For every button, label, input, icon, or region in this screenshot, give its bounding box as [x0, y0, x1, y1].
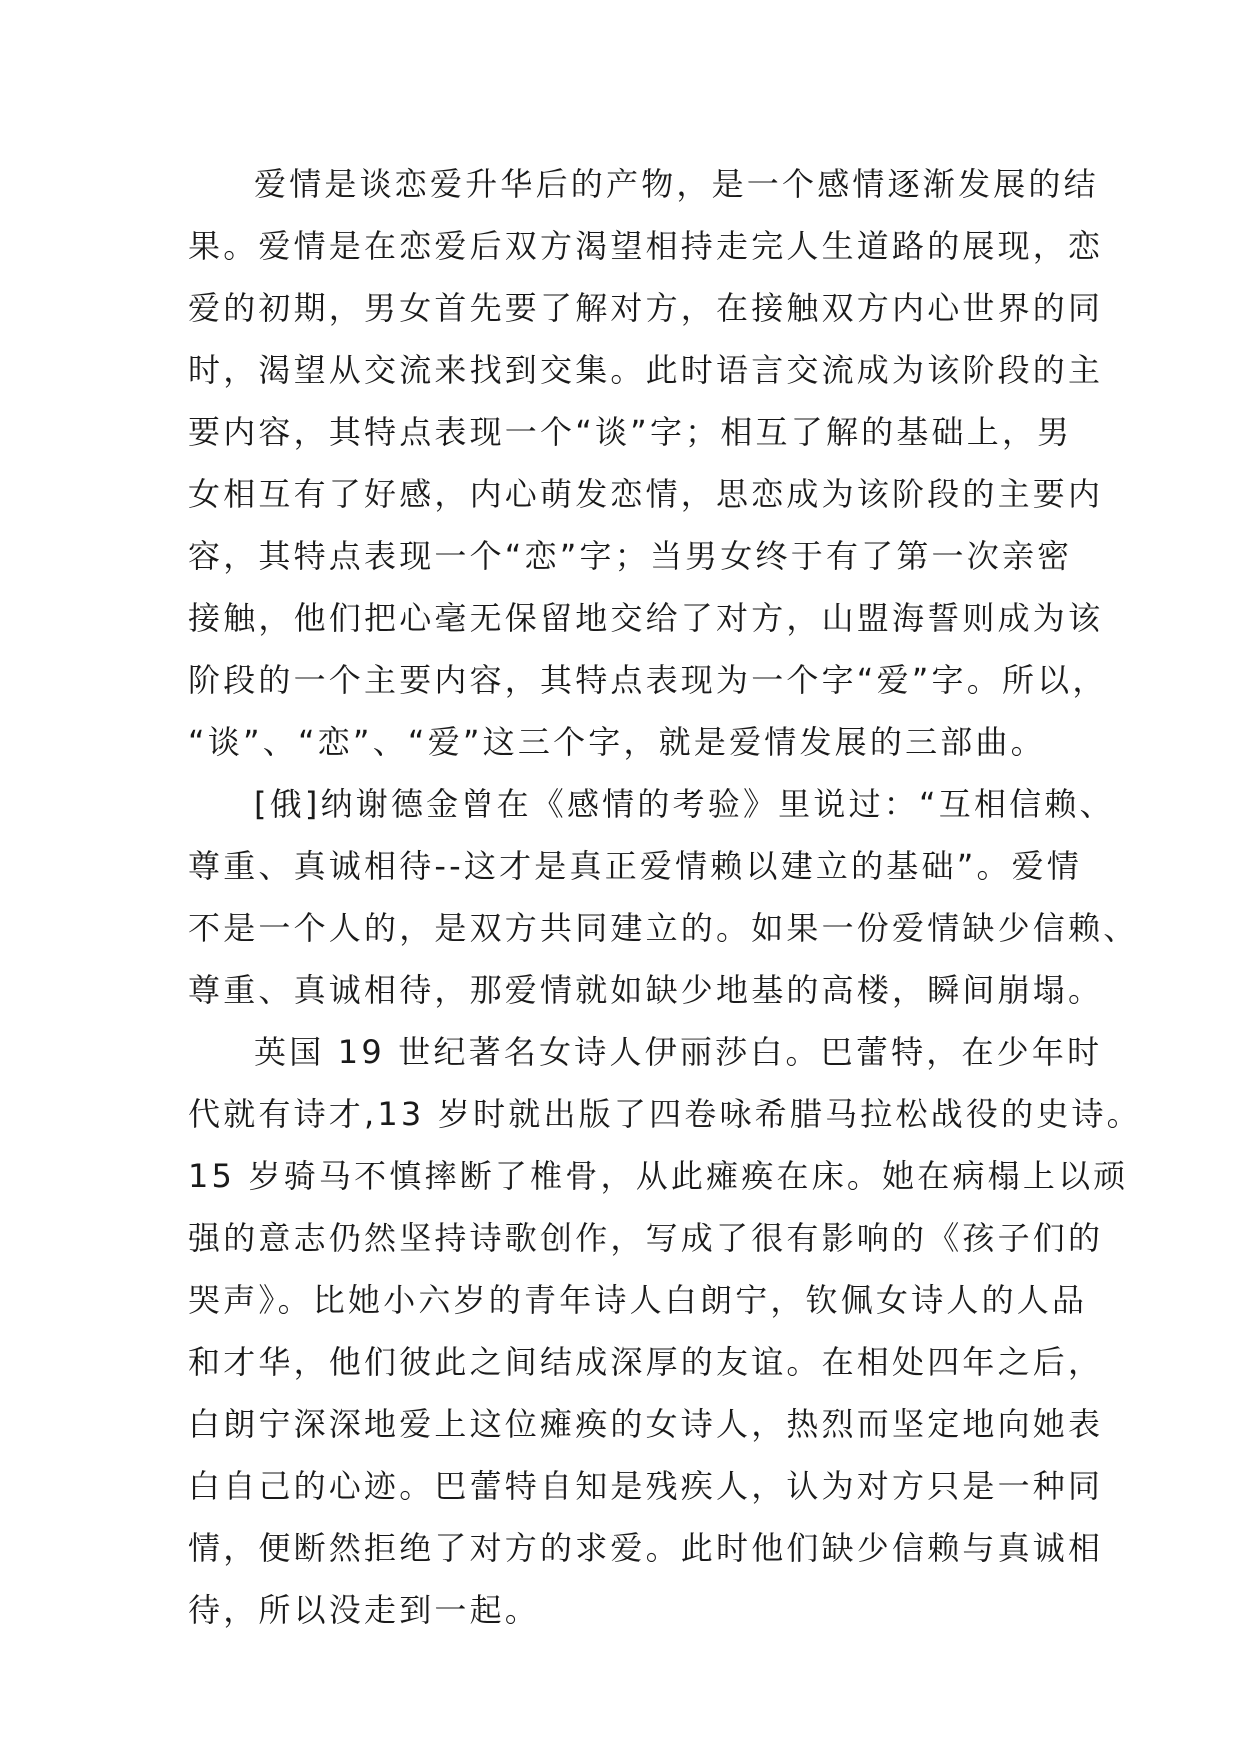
text-line: 待，所以没走到一起。	[188, 1591, 541, 1629]
text-line: 女相互有了好感，内心萌发恋情，思恋成为该阶段的主要内	[188, 475, 1104, 513]
text-line: 接触，他们把心毫无保留地交给了对方，山盟海誓则成为该	[188, 599, 1104, 637]
paragraph-1	[188, 153, 1108, 773]
text-line: “谈”、“恋”、“爱”这三个字，就是爱情发展的三部曲。	[188, 723, 1046, 761]
text-line: 果。爱情是在恋爱后双方渴望相持走完人生道路的展现，恋	[188, 227, 1104, 265]
text-line: 要内容，其特点表现一个“谈”字；相互了解的基础上，男	[188, 413, 1073, 451]
text-line: 爱情是谈恋爱升华后的产物，是一个感情逐渐发展的结	[254, 165, 1099, 203]
text-line: 时，渴望从交流来找到交集。此时语言交流成为该阶段的主	[188, 351, 1104, 389]
text-line: 代就有诗才,13 岁时就出版了四卷咏希腊马拉松战役的史诗。	[188, 1095, 1142, 1133]
text-line: 爱的初期，男女首先要了解对方，在接触双方内心世界的同	[188, 289, 1104, 327]
text-line: 尊重、真诚相待，那爱情就如缺少地基的高楼，瞬间崩塌。	[188, 971, 1104, 1009]
text-line: 情，便断然拒绝了对方的求爱。此时他们缺少信赖与真诚相	[188, 1529, 1104, 1567]
paragraph-3	[188, 1021, 1142, 1641]
text-line: 白朗宁深深地爱上这位瘫痪的女诗人，热烈而坚定地向她表	[188, 1405, 1104, 1443]
text-line: 白自己的心迹。巴蕾特自知是残疾人，认为对方只是一种同	[188, 1467, 1104, 1505]
text-line: 英国 19 世纪著名女诗人伊丽莎白。巴蕾特，在少年时	[254, 1033, 1103, 1071]
document-body	[188, 153, 1142, 1641]
text-line: 哭声》。比她小六岁的青年诗人白朗宁，钦佩女诗人的人品	[188, 1281, 1088, 1319]
text-line: 不是一个人的，是双方共同建立的。如果一份爱情缺少信赖、	[188, 909, 1139, 947]
text-line: 阶段的一个主要内容，其特点表现为一个字“爱”字。所以，	[188, 661, 1108, 699]
text-line: 强的意志仍然坚持诗歌创作，写成了很有影响的《孩子们的	[188, 1219, 1104, 1257]
text-line: 15 岁骑马不慎摔断了椎骨，从此瘫痪在床。她在病榻上以顽	[188, 1157, 1129, 1195]
text-line: 容，其特点表现一个“恋”字；当男女终于有了第一次亲密	[188, 537, 1073, 575]
text-line: 和才华，他们彼此之间结成深厚的友谊。在相处四年之后，	[188, 1343, 1104, 1381]
text-line: [俄]纳谢德金曾在《感情的考验》里说过：“互相信赖、	[254, 785, 1115, 823]
text-line: 尊重、真诚相待--这才是真正爱情赖以建立的基础”。爱情	[188, 847, 1083, 885]
paragraph-2	[188, 773, 1139, 1021]
